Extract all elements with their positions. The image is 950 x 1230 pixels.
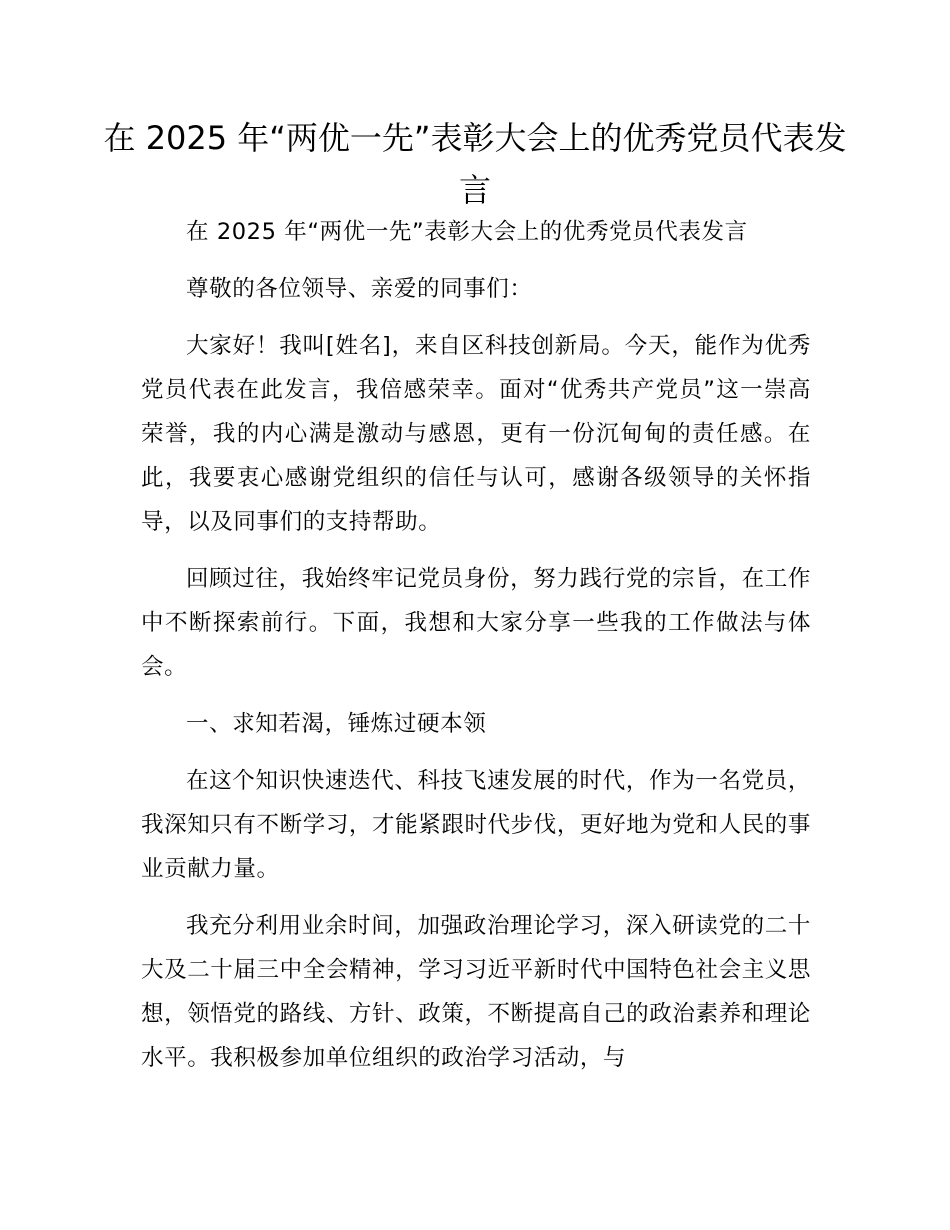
paragraph-review: 回顾过往，我始终牢记党员身份，努力践行党的宗旨，在工作中不断探索前行。下面，我想和大家分享一些我的工作做法与体会。 [141,566,811,680]
paragraph-introduction: 大家好！我叫[姓名]，来自区科技创新局。今天，能作为优秀党员代表在此发言，我倍感荣幸。面对“优秀共产党员”这一崇高荣誉，我的内心满是激动与感恩，更有一份沉甸甸的责任感。在此，我要衷心感谢党组织的信任与认可，感谢各级领导的关怀指导，以及同事们的支持帮助。 [141,333,811,535]
paragraph-subtitle: 在 2025 年“两优一先”表彰大会上的优秀党员代表发言 [186,219,748,245]
paragraph-salutation: 尊敬的各位领导、亲爱的同事们： [186,276,533,302]
paragraph-learning-1: 在这个知识快速迭代、科技飞速发展的时代，作为一名党员，我深知只有不断学习，才能紧跟时代步伐，更好地为党和人民的事业贡献力量。 [141,768,811,882]
document-body [141,210,811,1093]
document-title: 在 2025 年“两优一先”表彰大会上的优秀党员代表发言 [103,119,847,209]
paragraph-learning-2: 我充分利用业余时间，加强政治理论学习，深入研读党的二十大及二十届三中全会精神，学习习近平新时代中国特色社会主义思想，领悟党的路线、方针、政策，不断提高自己的政治素养和理论水平。我积极参加单位组织的政治学习活动，与 [141,913,811,1071]
section-heading-1: 一、求知若渴，锤炼过硬本领 [186,711,487,737]
